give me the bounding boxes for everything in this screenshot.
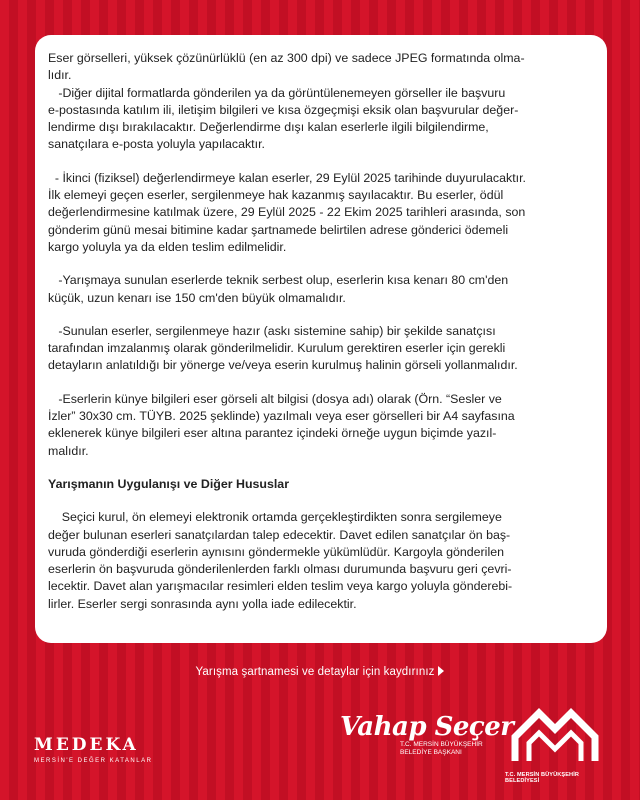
signature-title-line-1: T.C. MERSİN BÜYÜKŞEHİR (400, 741, 483, 748)
signature-title-line-2: BELEDİYE BAŞKANI (400, 749, 462, 756)
signature-name: Vahap Seçer (340, 712, 514, 742)
paragraph-size-limits: -Yarışmaya sunulan eserlerde teknik serbest olup, eserlerin kısa kenarı 80 cm'den küçük, uzun kenarı ise 150 cm'den büyük olmamalıdır. (48, 273, 509, 305)
scroll-hint-text: Yarışma şartnamesi ve detaylar için kaydırınız (195, 666, 435, 678)
paragraph-image-requirements: Eser görselleri, yüksek çözünürlüklü (en az 300 dpi) ve sadece JPEG formatında olma- lıdır. -Diğer dijital formatlarda gönderilen ya da görüntülenemeyen görseller ile başvuru e-postasında katılım ili, iletişim bilgileri ve kısa özgeçmişi eksik olan başvurular değer- lendirme dışı bırakılacaktır. Değerlendirme dışı kalan eserlerle ilgili bilgilendirme, sanatçılara e-posta yoluyla yapılacaktır. (48, 51, 525, 152)
play-arrow-icon (438, 666, 444, 676)
emblem-caption: T.C. MERSİN BÜYÜKŞEHİR BELEDİYESİ (505, 772, 579, 784)
paragraph-ready-to-hang: -Sunulan eserler, sergilenmeye hazır (askı sistemine sahip) bir şekilde sanatçısı tarafından imzalanmış olarak gönderilmelidir. Kurulum gerektiren eserler için gerekli detayların anlatıldığı bir yönerge ve/veya eserin kurulmuş halinin görseli yollanmalıdır. (48, 323, 518, 373)
section-heading: Yarışmanın Uygulanışı ve Diğer Hususlar (48, 476, 290, 491)
scroll-hint (0, 666, 640, 678)
paragraph-jury-process: Seçici kurul, ön elemeyi elektronik ortamda gerçekleştirdikten sonra sergilemeye değer bulunan eserleri sanatçılardan talep edecektir. Davet edilen sanatçılar ön baş- vuruda gönderdiği eserlerin aynısını göndermekle yükümlüdür. Kargoyla gönderilen eserlerin ön başvuruda gönderilenlerden farklı olması durumunda başvuru geri çevri- lecektir. Davet alan yarışmacılar resimleri elden teslim veya kargo yoluyla gönderebi- lirler. Eserler sergi sonrasında aynı yolla iade edilecektir. (48, 510, 513, 611)
paragraph-credits-info: -Eserlerin künye bilgileri eser görseli alt bilgisi (dosya adı) olarak (Örn. “Sesler ve İzler” 30x30 cm. TÜYB. 2025 şeklinde) yazılmalı veya eser görselleri bir A4 sayfasına eklenerek künye bilgileri eser altına parantez içindeki örneğe uygun biçimde yazıl- malıdır. (48, 391, 515, 458)
medeka-logo-name: MEDEKA (34, 735, 139, 755)
paragraph-second-evaluation: - İkinci (fiziksel) değerlendirmeye kalan eserler, 29 Eylül 2025 tarihinde duyurulacaktır. İlk elemeyi geçen eserler, sergilenmeye hak kazanmış sayılacaktır. Bu eserler, ödül değerlendirmesine katılmak üzere, 29 Eylül 2025 - 22 Ekim 2025 tarihleri arasında, son gönderim günü mesai bitimine kadar şartnamede belirtilen adrese gönderici ödemeli kargo yoluyla ya da elden teslim edilmelidir. (48, 170, 526, 254)
content-card (35, 35, 607, 643)
mayor-signature (340, 712, 514, 757)
medeka-logo-tagline: MERSİN'E DEĞER KATANLAR (34, 758, 153, 764)
signature-title (400, 741, 514, 757)
municipality-emblem-icon (505, 703, 605, 765)
medeka-logo (34, 735, 152, 764)
municipality-emblem (505, 703, 605, 784)
